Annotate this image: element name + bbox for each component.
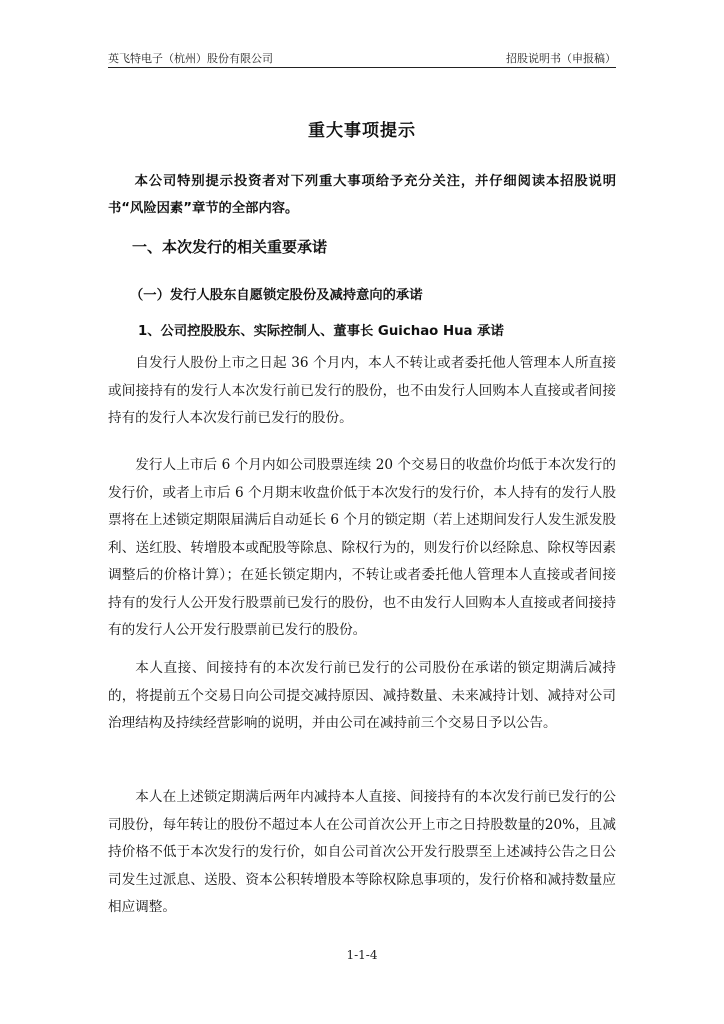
- subsection-heading-1: （一）发行人股东自愿锁定股份及减持意向的承诺: [130, 288, 423, 303]
- header-divider: [108, 67, 616, 68]
- header-document-type: 招股说明书（申报稿）: [506, 52, 616, 65]
- body-paragraph: 本人直接、间接持有的本次发行前已发行的公司股份在承诺的锁定期满后减持的，将提前五个交易日向公司提交减持原因、减持数量、未来减持计划、减持对公司治理结构及持续经营影响的说明，并由公司在减持前三个交易日予以公告。: [108, 660, 616, 731]
- intro-paragraph: 本公司特别提示投资者对下列重大事项给予充分关注，并仔细阅读本招股说明书“风险因素”章节的全部内容。: [108, 174, 616, 216]
- item-heading-1: 1、公司控股股东、实际控制人、董事长 Guichao Hua 承诺: [138, 324, 504, 339]
- header-company-name: 英飞特电子（杭州）股份有限公司: [108, 52, 273, 65]
- page-title: 重大事项提示: [308, 121, 416, 141]
- body-paragraph: 本人在上述锁定期满后两年内减持本人直接、间接持有的本次发行前已发行的公司股份，每年转让的股份不超过本人在公司首次公开上市之日持股数量的20%，且减持价格不低于本次发行的发行价，如自公司首次公开发行股票至上述减持公告之日公司发生过派息、送股、资本公积转增股本等除权除息事项的，发行价格和减持数量应相应调整。: [108, 789, 616, 915]
- page-header: [108, 50, 616, 68]
- section-heading-1: 一、本次发行的相关重要承诺: [132, 238, 328, 256]
- body-paragraph: 自发行人股份上市之日起 36 个月内，本人不转让或者委托他人管理本人所直接或间接持有的发行人本次发行前已发行的股份，也不由发行人回购本人直接或者间接持有的发行人本次发行前已发行的股份。: [108, 355, 616, 426]
- page-number: 1-1-4: [346, 948, 378, 962]
- body-paragraph: 发行人上市后 6 个月内如公司股票连续 20 个交易日的收盘价均低于本次发行的发行价，或者上市后 6 个月期末收盘价低于本次发行的发行价，本人持有的发行人股票将在上述锁定期限届满后自动延长 6 个月的锁定期（若上述期间发行人发生派发股利、送红股、转增股本或配股等除息、除权行为的，则发行价以经除息、除权等因素调整后的价格计算）；在延长锁定期内，不转让或者委托他人管理本人直接或者间接持有的发行人公开发行股票前已发行的股份，也不由发行人回购本人直接或者间接持有的发行人公开发行股票前已发行的股份。: [108, 457, 616, 638]
